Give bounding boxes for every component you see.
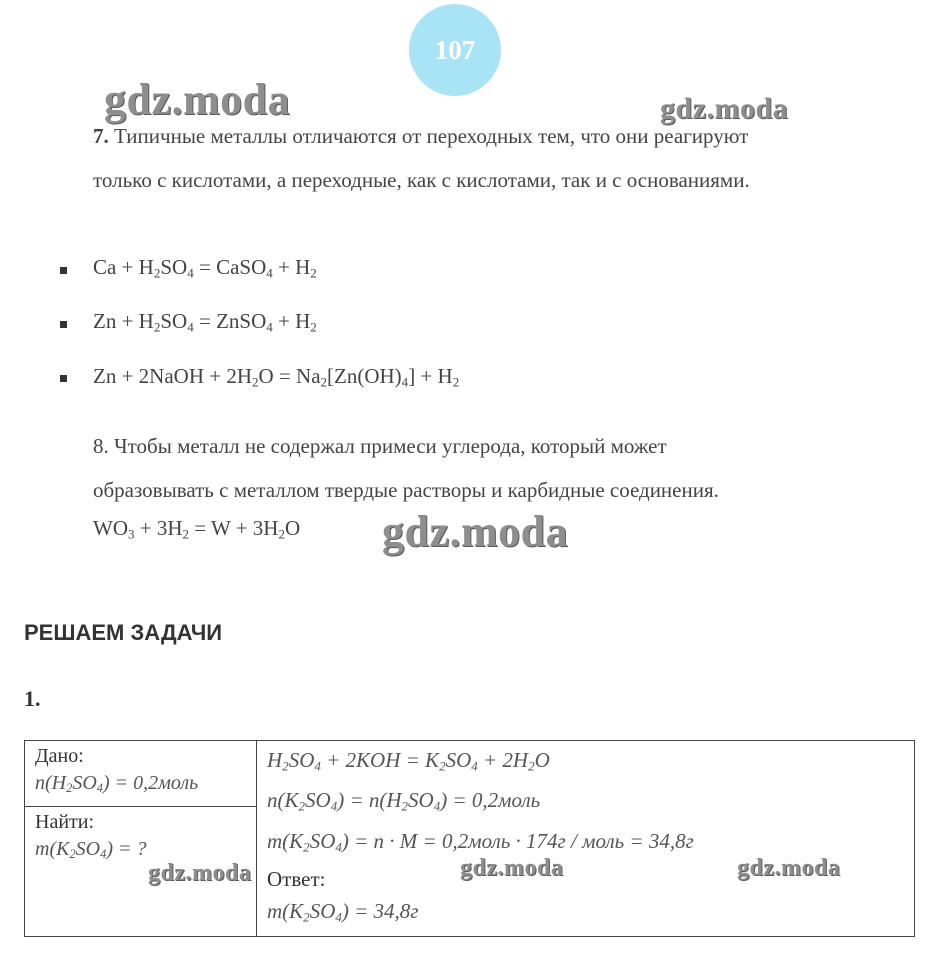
given-label: Дано: (35, 745, 84, 767)
task-number: 1. (24, 686, 41, 711)
given-formula: $n(H_2SO_4)$ = 0,2моль (35, 772, 199, 796)
paragraph-8-line-1: 8. Чтобы металл не содержал примеси углерода, который может (93, 434, 667, 458)
solution-line (267, 743, 904, 783)
watermark: gdz.moda (104, 75, 291, 124)
given-value (35, 769, 246, 802)
watermark: gdz.moda (737, 855, 841, 881)
solution-line (267, 783, 904, 823)
reaction-item (60, 243, 459, 297)
paragraph-7-text: Типичные металлы отличаются от переходных тем, что они реагируют (114, 124, 749, 148)
solution-cell (257, 741, 915, 937)
bullet-icon (60, 375, 67, 382)
paragraph-8-line-2: образовывать с металлом твердые растворы и карбидные соединения. (93, 478, 719, 502)
reaction-list (60, 243, 459, 406)
paragraph-7-line-1 (93, 114, 750, 158)
reaction-formula: $Zn + H_2SO_4$ = ZnSO$_4$ + $H_2$ (93, 309, 317, 335)
tungsten-equation (93, 516, 300, 542)
paragraph-7 (93, 114, 750, 202)
bullet-icon (60, 267, 67, 274)
answer-value (267, 894, 904, 934)
solution-formula: $m(K_2SO_4) = n \cdot M$ = 0,2моль · 174г / моль = 34,8г (267, 828, 694, 854)
answer-label: Ответ: (267, 866, 326, 891)
paragraph-8 (93, 424, 719, 512)
find-label: Найти: (35, 811, 95, 833)
page-number: 107 (434, 34, 476, 65)
tungsten-formula: $WO_3 + 3H_2 = W + 3H_2O$ (93, 516, 301, 542)
given-cell (25, 741, 257, 807)
find-formula: $m(K_2SO_4)$ = ? (35, 838, 147, 862)
paragraph-7-line-2: только с кислотами, а переходные, как с кислотами, так и с основаниями. (93, 168, 750, 192)
page-number-badge (409, 4, 501, 96)
watermark: gdz.moda (148, 860, 252, 886)
watermark: gdz.moda (660, 92, 789, 125)
watermark: gdz.moda (460, 855, 564, 881)
bullet-icon (60, 321, 67, 328)
reaction-item (60, 352, 459, 406)
answer-formula: $m(K_2SO_4) = 34,8г$ (267, 898, 419, 924)
reaction-formula: Zn + 2NaOH + $2H_2O = Na_2[Zn(OH)_4] + H_2$ (93, 363, 460, 389)
solution-formula: $H_2SO_4 + 2KOH = K_2SO_4 + 2H_2O$ (267, 748, 550, 774)
section-title: РЕШАЕМ ЗАДАЧИ (24, 620, 223, 645)
reaction-item (60, 297, 459, 351)
reaction-formula: $Ca + H_2SO_4$ = CaSO$_4$ + $H_2$ (93, 255, 317, 281)
paragraph-7-number: 7. (93, 124, 109, 148)
task-table (24, 740, 915, 937)
watermark: gdz.moda (382, 507, 569, 556)
solution-formula: $n(K_2SO_4) = n(H_2SO_4)$ = 0,2моль (267, 788, 541, 814)
